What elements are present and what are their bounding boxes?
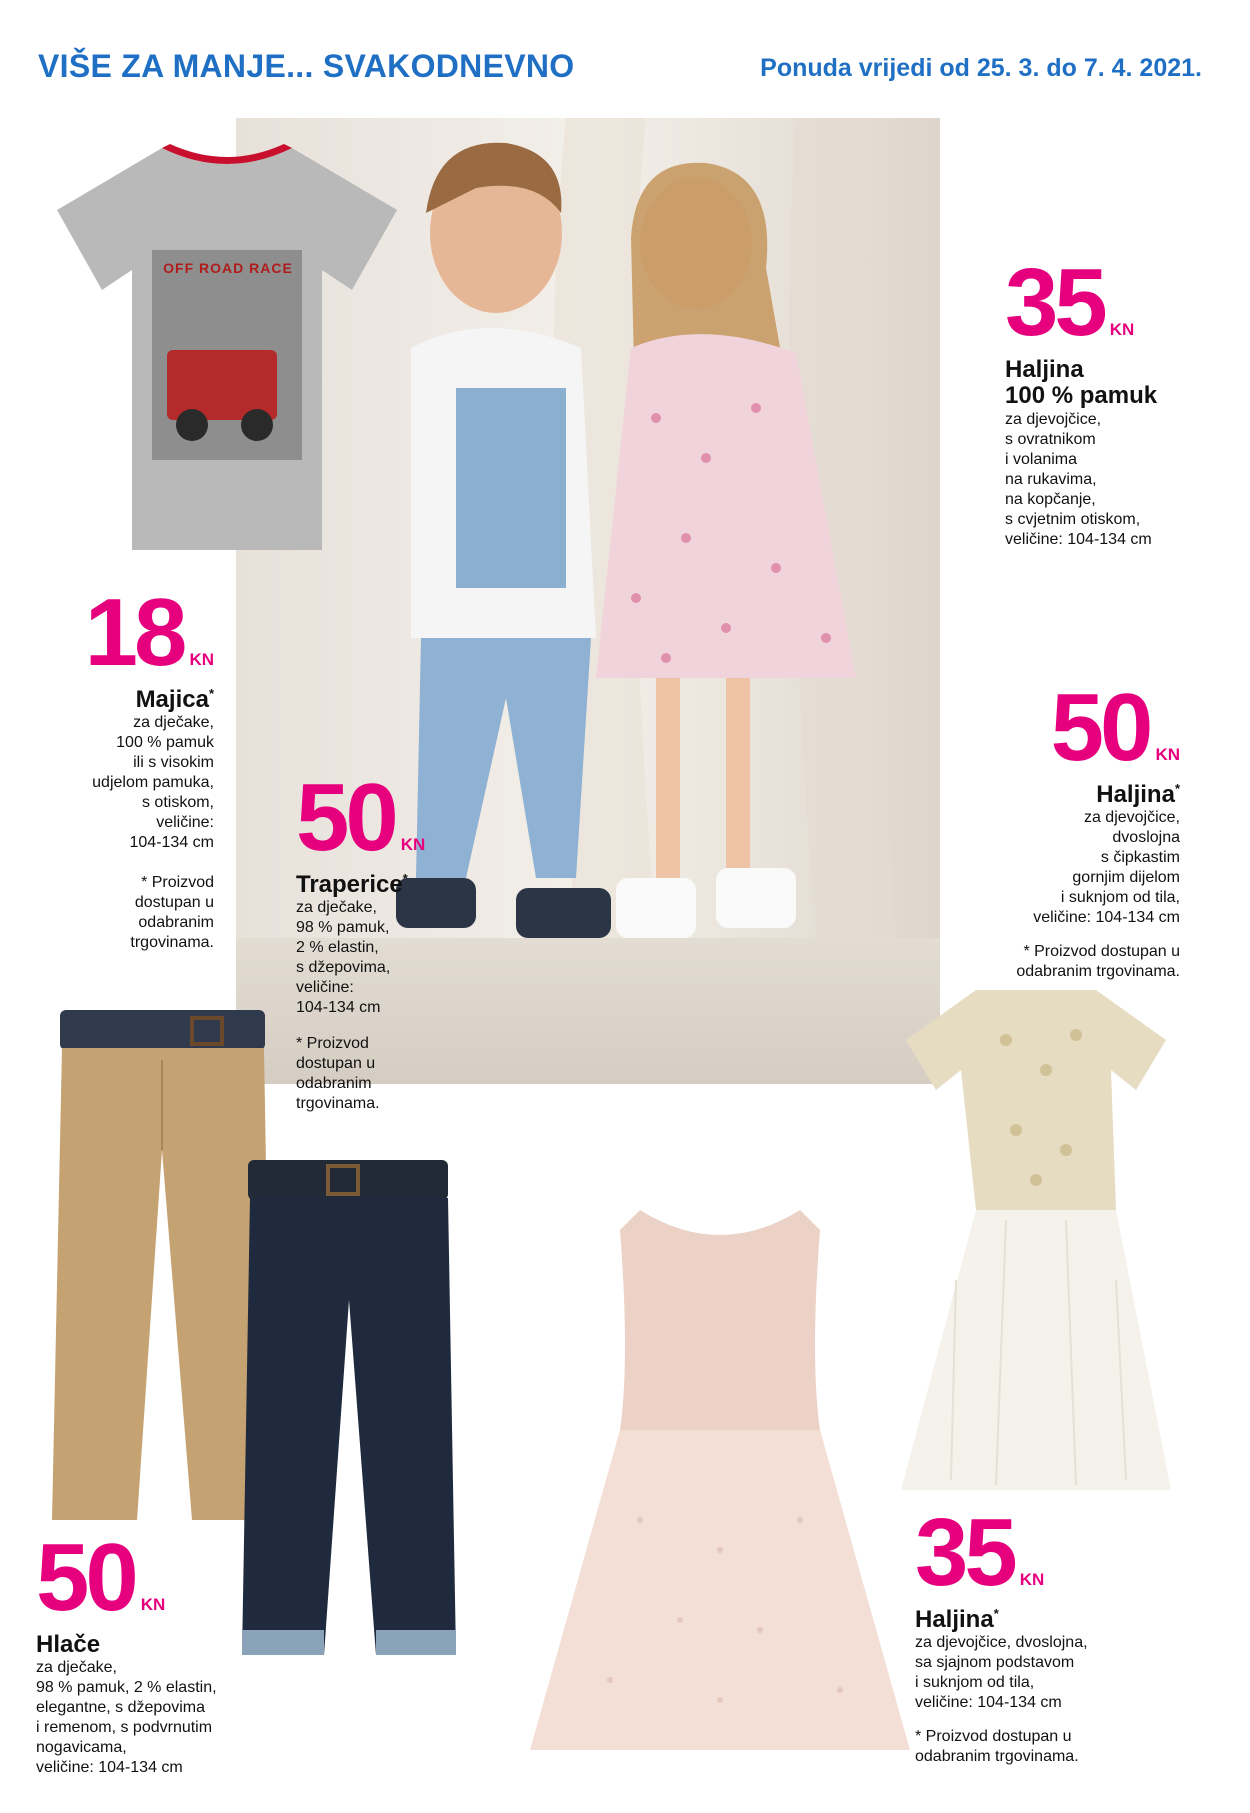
traperice-price: 50 KN bbox=[296, 764, 426, 871]
majica-availability-note: * Proizvod dostupan u odabranim trgovinama. bbox=[130, 874, 214, 952]
tshirt-photo bbox=[52, 140, 402, 560]
haljina-til-name: Haljina* bbox=[915, 1606, 999, 1633]
hlace-description: za dječake, 98 % pamuk, 2 % elastin, elegantne, s džepovima i remenom, s podvrnutim nogavicama, veličine: 104-134 cm bbox=[36, 1659, 217, 1777]
traperice-availability-note: * Proizvod dostupan u odabranim trgovinama. bbox=[296, 1035, 380, 1113]
offer-validity: Ponuda vrijedi od 25. 3. do 7. 4. 2021. bbox=[760, 54, 1202, 82]
haljina-cipka-name: Haljina* bbox=[1096, 781, 1180, 808]
page-title: VIŠE ZA MANJE... SVAKODNEVNO bbox=[38, 48, 575, 84]
majica-block bbox=[28, 579, 214, 953]
hlace-name: Hlače bbox=[36, 1631, 101, 1658]
majica-name: Majica* bbox=[135, 686, 214, 713]
lace-dress-photo bbox=[896, 980, 1176, 1500]
majica-price: 18 KN bbox=[84, 579, 214, 686]
haljina-til-price: 35 KN bbox=[915, 1499, 1045, 1606]
haljina-pamuk-description: za djevojčice, s ovratnikom i volanima na rukavima, na kopčanje, s cvjetnim otiskom, veličine: 104-134 cm bbox=[1005, 410, 1152, 548]
haljina-cipka-description: za djevojčice, dvoslojna s čipkastim gornjim dijelom i suknjom od tila, veličine: 104-134 cm bbox=[1033, 809, 1180, 927]
haljina-cipka-price: 50 KN bbox=[1050, 674, 1180, 781]
traperice-description: za dječake, 98 % pamuk, 2 % elastin, s džepovima, veličine: 104-134 cm bbox=[296, 899, 391, 1017]
hlace-price: 50 KN bbox=[36, 1524, 166, 1631]
haljina-pamuk-name: Haljina 100 % pamuk bbox=[1005, 356, 1158, 410]
haljina-til-description: za djevojčice, dvoslojna, sa sjajnom podstavom i suknjom od tila, veličine: 104-134 cm bbox=[915, 1634, 1088, 1712]
traperice-name: Traperice* bbox=[296, 871, 408, 898]
haljina-til-availability-note: * Proizvod dostupan u odabranim trgovinama. bbox=[915, 1728, 1079, 1766]
haljina-cipka-block bbox=[960, 674, 1180, 982]
tshirt-print-text: OFF ROAD RACE bbox=[163, 260, 293, 276]
tulle-dress-photo bbox=[520, 1200, 920, 1760]
traperice-block bbox=[296, 764, 446, 1114]
haljina-til-block bbox=[915, 1499, 1145, 1767]
hlace-block bbox=[36, 1524, 276, 1778]
haljina-pamuk-block bbox=[1005, 249, 1205, 550]
majica-description: za dječake, 100 % pamuk ili s visokim udjelom pamuka, s otiskom, veličine: 104-134 cm bbox=[92, 714, 214, 852]
haljina-pamuk-price: 35 KN bbox=[1005, 249, 1135, 356]
haljina-cipka-availability-note: * Proizvod dostupan u odabranim trgovinama. bbox=[1016, 943, 1180, 981]
